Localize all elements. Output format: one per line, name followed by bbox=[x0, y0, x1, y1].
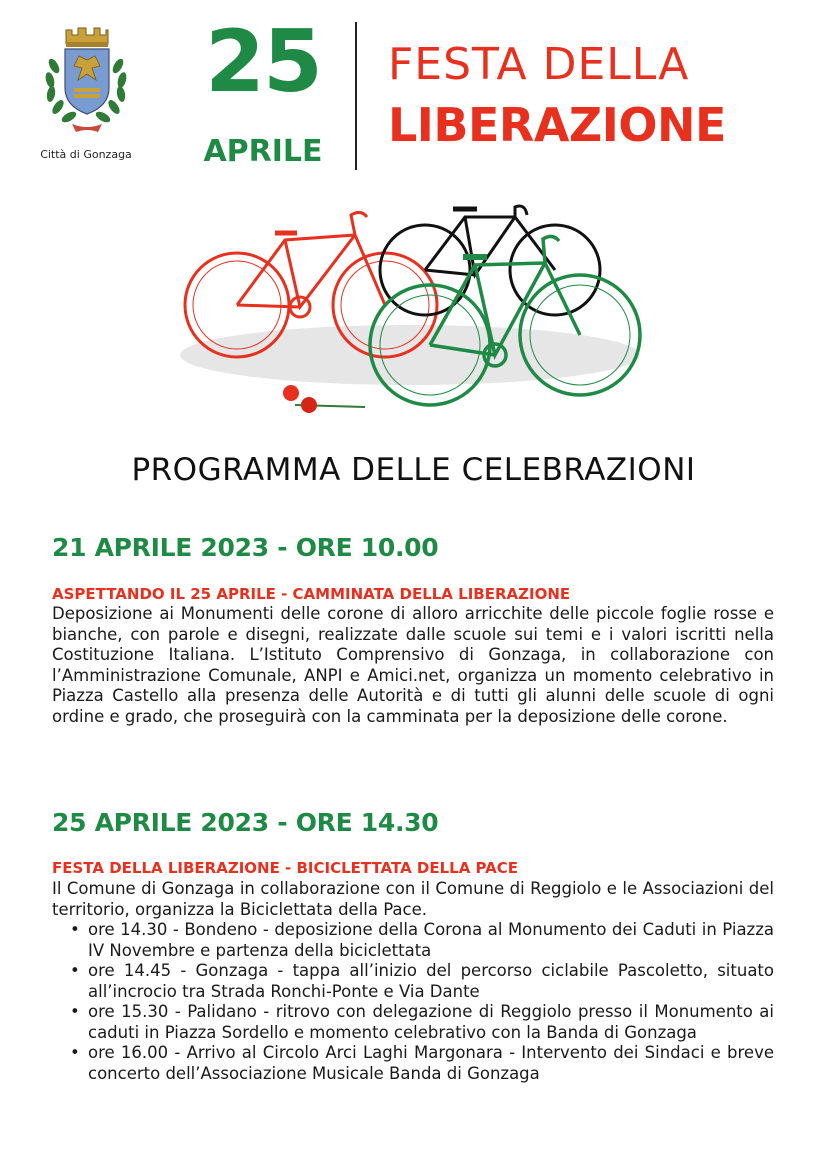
list-item: • ore 14.45 - Gonzaga - tappa all’inizio del percorso ciclabile Pascoletto, situato all’incrocio tra Strada Ronchi-Ponte e Via Dante bbox=[88, 961, 774, 1002]
list-item: • ore 16.00 - Arrivo al Circolo Arci Laghi Margonara - Intervento dei Sindaci e breve concerto dell’Associazione Musicale Banda di Gonzaga bbox=[88, 1043, 774, 1084]
date-month: APRILE bbox=[203, 134, 323, 169]
list-item: • ore 15.30 - Palidano - ritrovo con delegazione di Reggiolo presso il Monumento ai caduti in Piazza Sordello e momento celebrativo con la Banda di Gonzaga bbox=[88, 1002, 774, 1043]
carnations bbox=[283, 385, 365, 413]
title-line-2: LIBERAZIONE bbox=[388, 98, 726, 152]
event-1-date: 21 APRILE 2023 - ORE 10.00 bbox=[52, 533, 439, 562]
bicycles-illustration bbox=[175, 195, 655, 425]
event-2-date: 25 APRILE 2023 - ORE 14.30 bbox=[52, 808, 439, 837]
event-1-subtitle: ASPETTANDO IL 25 APRILE - CAMMINATA DELLA LIBERAZIONE bbox=[52, 585, 571, 603]
event-2-details bbox=[52, 879, 774, 1084]
event-2-description: Il Comune di Gonzaga in collaborazione con il Comune di Reggiolo e le Associazioni del territorio, organizza la Biciclettata della Pace. bbox=[52, 879, 774, 919]
list-item: • ore 14.30 - Bondeno - deposizione della Corona al Monumento dei Caduti in Piazza IV Novembre e partenza della biciclettata bbox=[88, 920, 774, 961]
title-line-1: FESTA DELLA bbox=[388, 39, 690, 90]
date-day: 25 bbox=[205, 12, 321, 112]
event-1-description: Deposizione ai Monumenti delle corone di alloro arricchite delle piccole foglie rosse e bianche, con parole e disegni, realizzate dalle scuole sui temi e i valori iscritti nella Costituzione Italiana. L’Istituto Comprensivo di Gonzaga, in collaborazione con l’Amministrazione Comunale, ANPI e Amici.net, organizza un momento celebrativo in Piazza Castello alla presenza delle Autorità e di tutti gli alunni delle scuole di ogni ordine e grado, che proseguirà con la camminata per la deposizione delle corone. bbox=[52, 604, 774, 726]
event-2-schedule-list bbox=[52, 920, 774, 1084]
event-2-subtitle: FESTA DELLA LIBERAZIONE - BICICLETTATA DELLA PACE bbox=[52, 859, 519, 877]
header-divider bbox=[355, 22, 357, 170]
program-title: PROGRAMMA DELLE CELEBRAZIONI bbox=[131, 452, 696, 488]
city-crest-logo bbox=[36, 22, 136, 140]
city-label: Città di Gonzaga bbox=[40, 148, 132, 161]
